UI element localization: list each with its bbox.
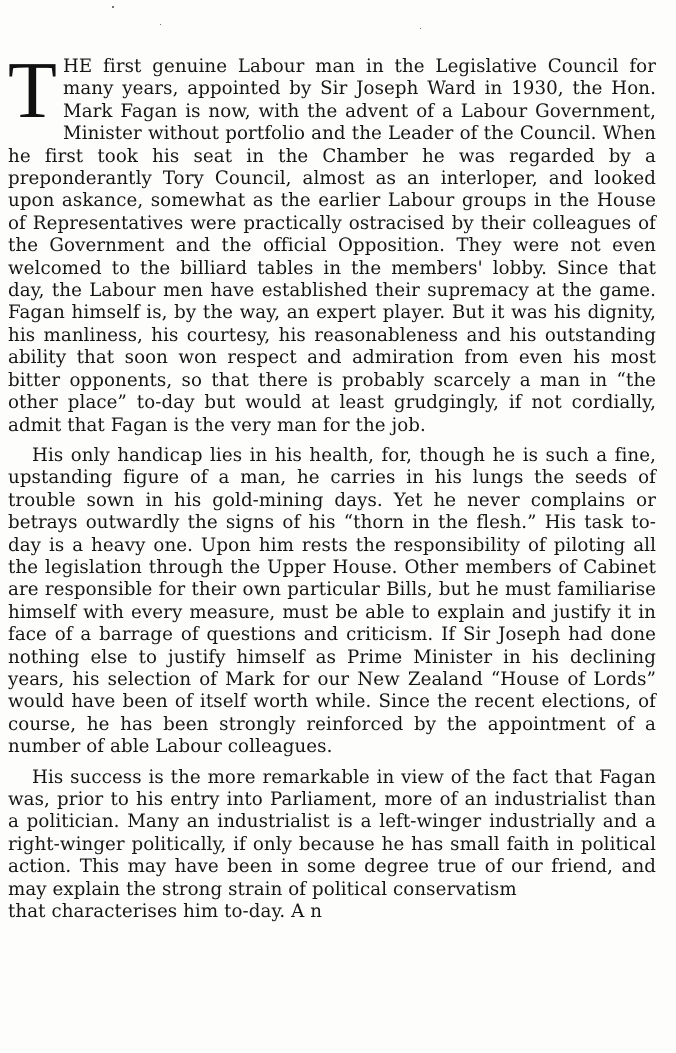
paragraph-2-text: His only handicap lies in his health, for, though he is such a fine, upstanding figure of a man, he carries in his lungs the seeds of trouble sown in his gold-mining days. Yet he never complains or betrays outwardly the signs of his “thorn in the flesh.” His task to-day is a heavy one. Upon him rests the responsibility of piloting all the legislation through the Upper House. Other members of Cabinet are responsible for their own particular Bills, but he must familiarise himself with every measure, must be able to explain and justify it in face of a barrage of questions and criticism. If Sir Joseph had done nothing else to justify himself as Prime Minister in his declining years, his selection of Mark for our New Zealand “House of Lords” would have been of itself worth while. Since the recent elections, of course, he has been strongly reinforced by the appointment of a number of able Labour colleagues. — [8, 444, 656, 758]
print-speck — [112, 6, 114, 8]
article-column — [8, 47, 656, 923]
article-paragraph-1 — [8, 47, 656, 437]
cut-off-text: that characterises him to-day. A n — [8, 901, 323, 923]
print-speck — [420, 28, 421, 29]
drop-cap: T — [8, 47, 57, 135]
article-paragraph-3 — [8, 767, 656, 901]
paragraph-3-text: His success is the more remarkable in view of the fact that Fagan was, prior to his entry into Parliament, more of an industrialist than a politician. Many an industrialist is a left-winger industrially and a right-winger politically, if only because he has small faith in political action. This may have been in some degree true of our friend, and may explain the strong strain of political conservatism — [8, 766, 656, 900]
print-speck — [160, 24, 161, 25]
paragraph-1-text: HE first genuine Labour man in the Legislative Council for many years, appointed by Sir Joseph Ward in 1930, the Hon. Mark Fagan is now, with the advent of a Labour Government, Minister without portfolio and the Leader of the Council. When he first took his seat in the Chamber he was regarded by a preponderantly Tory Council, almost as an interloper, and looked upon askance, somewhat as the earlier Labour groups in the House of Representatives were practically ostracised by their colleagues of the Government and the official Opposition. They were not even welcomed to the billiard tables in the members' lobby. Since that day, the Labour men have established their supremacy at the game. Fagan himself is, by the way, an expert player. But it was his dignity, his manliness, his courtesy, his reasonableness and his outstanding ability that soon won respect and admiration from even his most bitter opponents, so that there is probably scarcely a man in “the other place” to-day but would at least grudgingly, if not cordially, admit that Fagan is the very man for the job. — [8, 56, 656, 436]
cut-off-line — [8, 901, 656, 923]
article-paragraph-2 — [8, 445, 656, 759]
